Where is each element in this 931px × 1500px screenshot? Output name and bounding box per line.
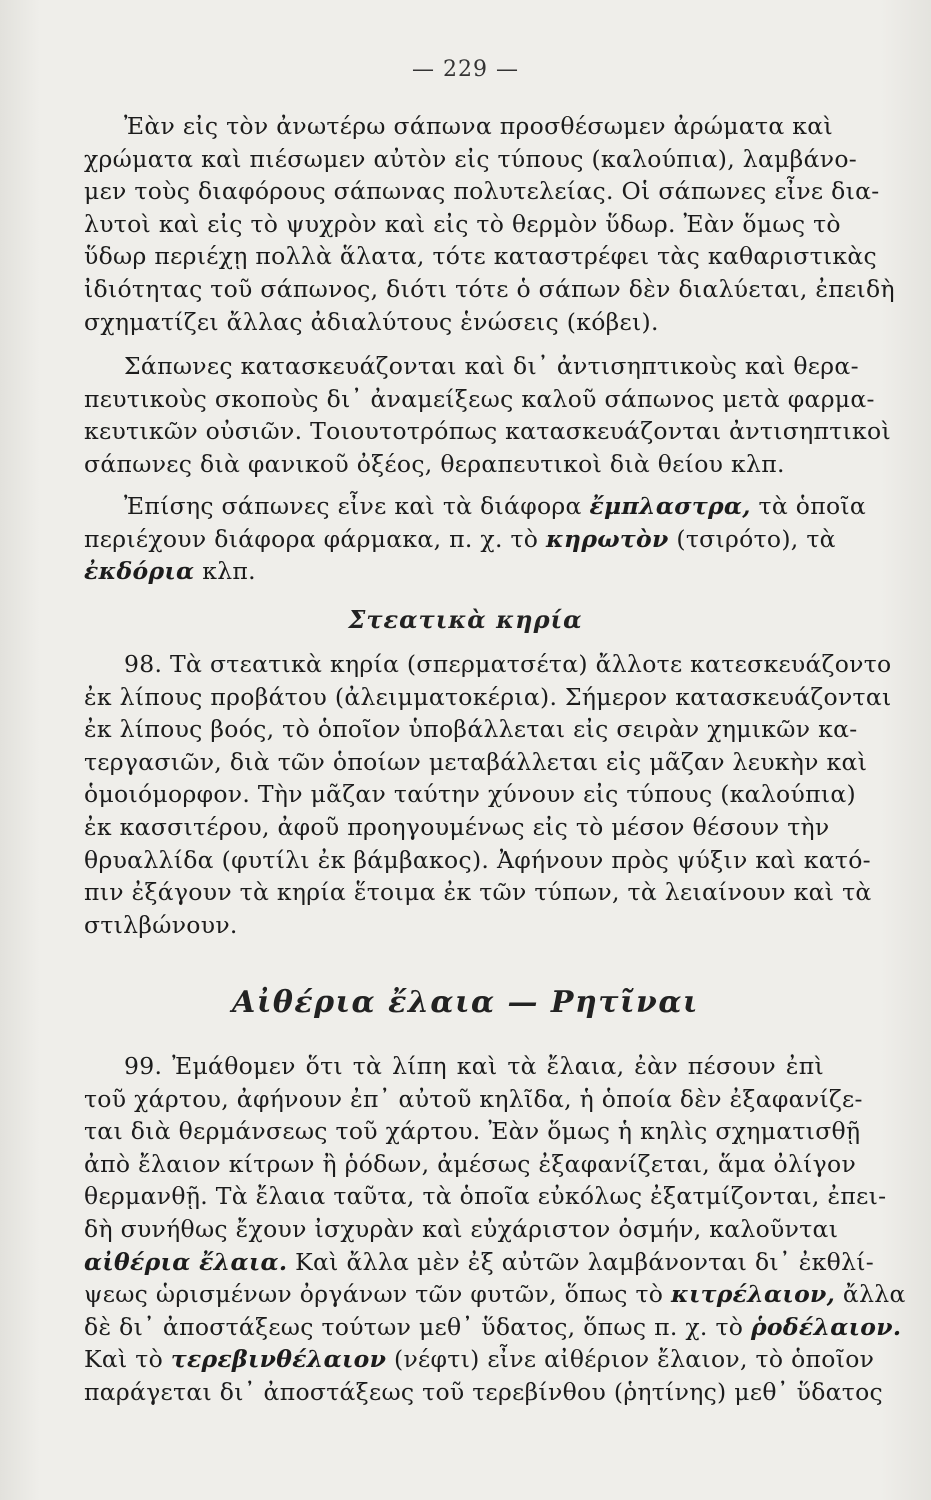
text-line: ται διὰ θερμάνσεως τοῦ χάρτου. Ἐὰν ὅμως ἡ κηλὶς σχηματισθῇ <box>84 1117 861 1146</box>
bold-term: αἰθέρια ἔλαια. <box>84 1247 288 1276</box>
bold-term: κιτρέλαιον, <box>671 1280 836 1309</box>
text-line <box>84 523 836 556</box>
text-span: κλπ. <box>194 557 256 586</box>
text-line: τεργασιῶν, διὰ τῶν ὁποίων μεταβάλλεται εἰς μᾶζαν λευκὴν καὶ <box>84 747 868 776</box>
text-line: σάπωνες διὰ φανικοῦ ὀξέος, θεραπευτικοὶ διὰ θείου κλπ. <box>84 449 785 478</box>
text-line: παράγεται δι᾿ ἀποστάξεως τοῦ τερεβίνθου (ῥητίνης) μεθ᾿ ὕδατος <box>84 1377 884 1406</box>
text-span: Καὶ τὸ <box>84 1345 171 1374</box>
section-heading-essential-oils: Αἰθέρια ἔλαια — Ρητῖναι <box>232 985 699 1020</box>
text-line: Ἐὰν εἰς τὸν ἀνωτέρω σάπωνα προσθέσωμεν ἀρώματα καὶ <box>124 112 833 140</box>
text-line: λυτοὶ καὶ εἰς τὸ ψυχρὸν καὶ εἰς τὸ θερμὸν ὕδωρ. Ἐὰν ὅμως τὸ <box>84 209 841 238</box>
text-line: δὴ συνήθως ἔχουν ἰσχυρὰν καὶ εὐχάριστον ὀσμήν, καλοῦνται <box>84 1214 839 1243</box>
text-line: 99. Ἐμάθομεν ὅτι τὰ λίπη καὶ τὰ ἔλαια, ἐὰν πέσουν ἐπὶ <box>124 1052 824 1080</box>
text-line: ἐκ κασσιτέρου, ἀφοῦ προηγουμένως εἰς τὸ μέσον θέσουν τὴν <box>84 812 830 841</box>
paragraph-antiseptic-soaps <box>84 350 891 480</box>
text-span: ψεως ὡρισμένων ὀργάνων τῶν φυτῶν, ὅπως τὸ <box>84 1280 672 1309</box>
text-line: μεν τοὺς διαφόρους σάπωνας πολυτελείας. Οἱ σάπωνες εἶνε δια- <box>84 177 880 206</box>
text-span: τὰ ὁποῖα <box>750 492 867 520</box>
text-line: ἀπὸ ἔλαιον κίτρων ἢ ῥόδων, ἀμέσως ἐξαφανίζεται, ἅμα ὀλίγον <box>84 1149 857 1178</box>
bold-term: κηρωτὸν <box>546 524 669 553</box>
bold-term: ἔμπλαστρα, <box>589 492 751 520</box>
text-line <box>84 490 867 523</box>
text-line <box>84 555 824 588</box>
text-span: (τσιρότο), τὰ <box>668 524 836 553</box>
text-line: ὕδωρ περιέχῃ πολλὰ ἅλατα, τότε καταστρέφει τὰς καθαριστικὰς <box>84 242 878 271</box>
text-line: πιν ἐξάγουν τὰ κηρία ἕτοιμα ἐκ τῶν τύπων, τὰ λειαίνουν καὶ τὰ <box>84 878 872 907</box>
paragraph-essential-oils <box>84 1050 906 1409</box>
text-line: Σάπωνες κατασκευάζονται καὶ δι᾿ ἀντισηπτικοὺς καὶ θερα- <box>124 352 859 380</box>
text-span: περιέχουν διάφορα φάρμακα, π. χ. τὸ <box>84 524 547 553</box>
text-line <box>84 1246 875 1279</box>
bold-term: τερεβινθέλαιον <box>170 1345 387 1374</box>
text-line: ὁμοιόμορφον. Τὴν μᾶζαν ταύτην χύνουν εἰς τύπους (καλούπια) <box>84 780 856 809</box>
page-number: — 229 — <box>412 57 519 82</box>
text-line <box>84 1343 875 1376</box>
text-line: κευτικῶν οὐσιῶν. Τοιουτοτρόπως κατασκευάζονται ἀντισηπτικοὶ <box>84 417 891 446</box>
bold-term: ῥοδέλαιον. <box>751 1312 902 1341</box>
text-line: 98. Τὰ στεατικὰ κηρία (σπερματσέτα) ἄλλοτε κατεσκευάζοντο <box>124 650 892 678</box>
paragraph-stearin-candles <box>84 648 892 941</box>
paragraph-soap-luxury <box>84 110 895 338</box>
text-line <box>84 1311 902 1344</box>
text-line: πευτικοὺς σκοποὺς δι᾿ ἀναμείξεως καλοῦ σάπωνος μετὰ φαρμα- <box>84 384 875 413</box>
paragraph-plasters <box>84 490 867 588</box>
text-span: Καὶ ἄλλα μὲν ἐξ αὐτῶν λαμβάνονται δι᾿ ἐκθλί- <box>287 1247 875 1276</box>
bold-term: ἐκδόρια <box>84 557 195 586</box>
text-line <box>84 1278 906 1311</box>
text-span: Ἐπίσης σάπωνες εἶνε καὶ τὰ διάφορα <box>124 492 590 520</box>
text-span: ἄλλα <box>835 1280 906 1309</box>
text-line: τοῦ χάρτου, ἀφήνουν ἐπ᾿ αὐτοῦ κηλῖδα, ἡ ὁποία δὲν ἐξαφανίζε- <box>84 1084 863 1113</box>
text-line: χρώματα καὶ πιέσωμεν αὐτὸν εἰς τύπους (καλούπια), λαμβάνο- <box>84 144 858 173</box>
text-line: στιλβώνουν. <box>84 910 238 939</box>
text-line: ἰδιότητας τοῦ σάπωνος, διότι τότε ὁ σάπων δὲν διαλύεται, ἐπειδὴ <box>84 274 895 303</box>
text-span: (νέφτι) εἶνε αἰθέριον ἔλαιον, τὸ ὁποῖον <box>386 1345 875 1374</box>
text-line: ἐκ λίπους προβάτου (ἀλειμματοκέρια). Σήμερον κατασκευάζονται <box>84 682 892 711</box>
section-heading-stearin-candles: Στεατικὰ κηρία <box>348 605 583 634</box>
text-line: θρυαλλίδα (φυτίλι ἐκ βάμβακος). Ἀφήνουν πρὸς ψύξιν καὶ κατό- <box>84 845 871 874</box>
text-span: δὲ δι᾿ ἀποστάξεως τούτων μεθ᾿ ὕδατος, ὅπως π. χ. τὸ <box>84 1312 751 1341</box>
text-line: σχηματίζει ἄλλας ἀδιαλύτους ἑνώσεις (κόβει). <box>84 307 659 336</box>
text-line: θερμανθῇ. Τὰ ἔλαια ταῦτα, τὰ ὁποῖα εὐκόλως ἐξατμίζονται, ἐπει- <box>84 1182 887 1211</box>
text-line: ἐκ λίπους βοός, τὸ ὁποῖον ὑποβάλλεται εἰς σειρὰν χημικῶν κα- <box>84 715 858 744</box>
